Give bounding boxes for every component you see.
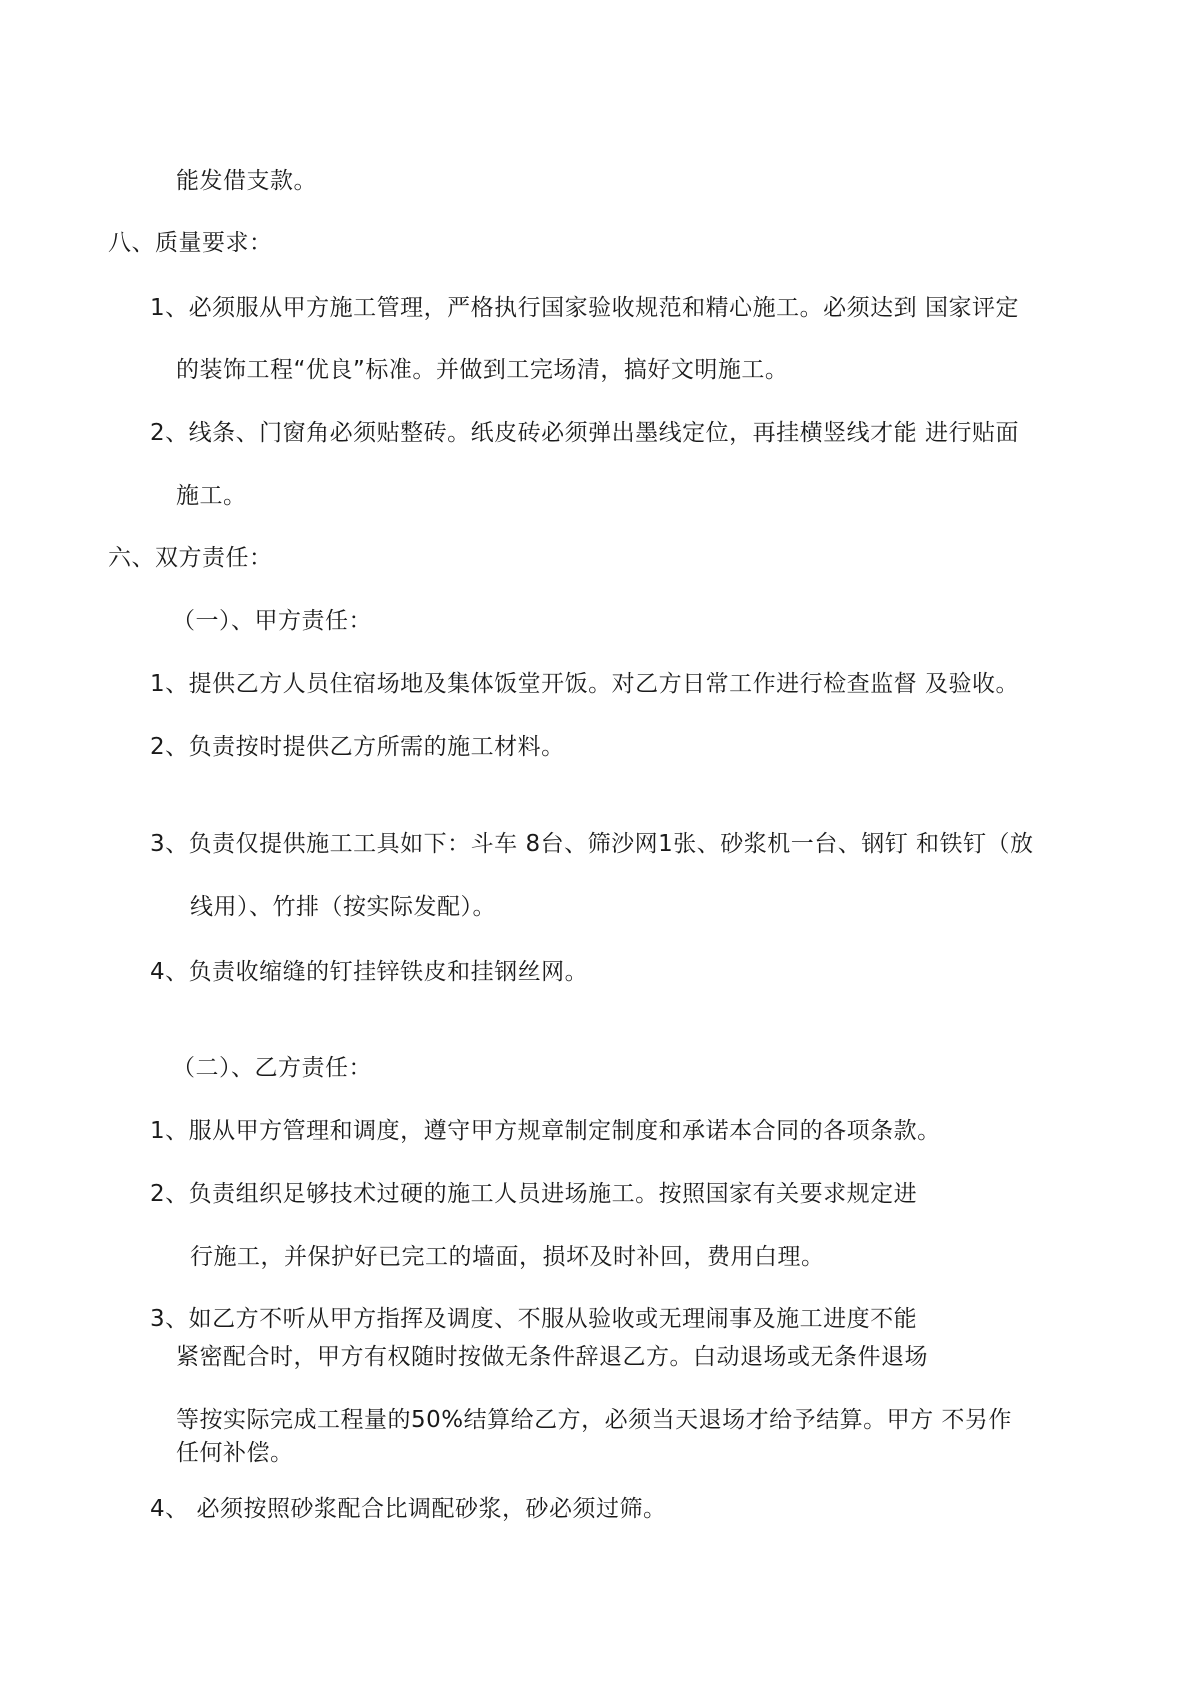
text-line-16: 2、负责组织足够技术过硬的施工人员进场施工。按照国家有关要求规定进	[150, 1181, 918, 1207]
section-heading-responsibility: 六、双方责任：	[108, 545, 273, 571]
text-line-22: 4、 必须按照砂浆配合比调配砂浆，砂必须过筛。	[150, 1496, 667, 1522]
text-line-13: 4、负责收缩缝的钉挂锌铁皮和挂钢丝网。	[150, 959, 589, 985]
text-line-15: 1、服从甲方管理和调度，遵守甲方规章制定制度和承诺本合同的各项条款。	[150, 1118, 941, 1144]
text-line-4: 的装饰工程“优良”标准。并做到工完场清，搞好文明施工。	[176, 357, 789, 383]
text-line-3: 1、必须服从甲方施工管理，严格执行国家验收规范和精心施工。必须达到 国家评定	[150, 295, 1019, 321]
text-line-18: 3、如乙方不听从甲方指挥及调度、不服从验收或无理闹事及施工进度不能	[150, 1306, 918, 1332]
subheading-party-a: （一）、甲方责任：	[172, 608, 372, 634]
text-line-9: 1、提供乙方人员住宿场地及集体饭堂开饭。对乙方日常工作进行检查监督 及验收。	[150, 671, 1019, 697]
text-line-20: 等按实际完成工程量的50%结算给乙方，必须当天退场才给予结算。甲方 不另作	[176, 1407, 1012, 1433]
text-line-11: 3、负责仅提供施工工具如下：斗车 8台、筛沙网1张、砂浆机一台、钢钉 和铁钉（放	[150, 831, 1034, 857]
text-line-19: 紧密配合时，甲方有权随时按做无条件辞退乙方。白动退场或无条件退场	[176, 1344, 928, 1370]
text-line-1: 能发借支款。	[176, 168, 317, 194]
text-line-10: 2、负责按时提供乙方所需的施工材料。	[150, 734, 565, 760]
section-heading-quality: 八、质量要求：	[108, 230, 273, 256]
text-line-21: 任何补偿。	[176, 1440, 294, 1466]
text-line-6: 施工。	[176, 483, 247, 509]
text-line-12: 线用）、竹排（按实际发配）。	[190, 894, 496, 920]
text-line-17: 行施工，并保护好已完工的墙面，损坏及时补回，费用白理。	[190, 1244, 825, 1270]
subheading-party-b: （二）、乙方责任：	[172, 1055, 372, 1081]
text-line-5: 2、线条、门窗角必须贴整砖。纸皮砖必须弹出墨线定位，再挂横竖线才能 进行贴面	[150, 420, 1019, 446]
